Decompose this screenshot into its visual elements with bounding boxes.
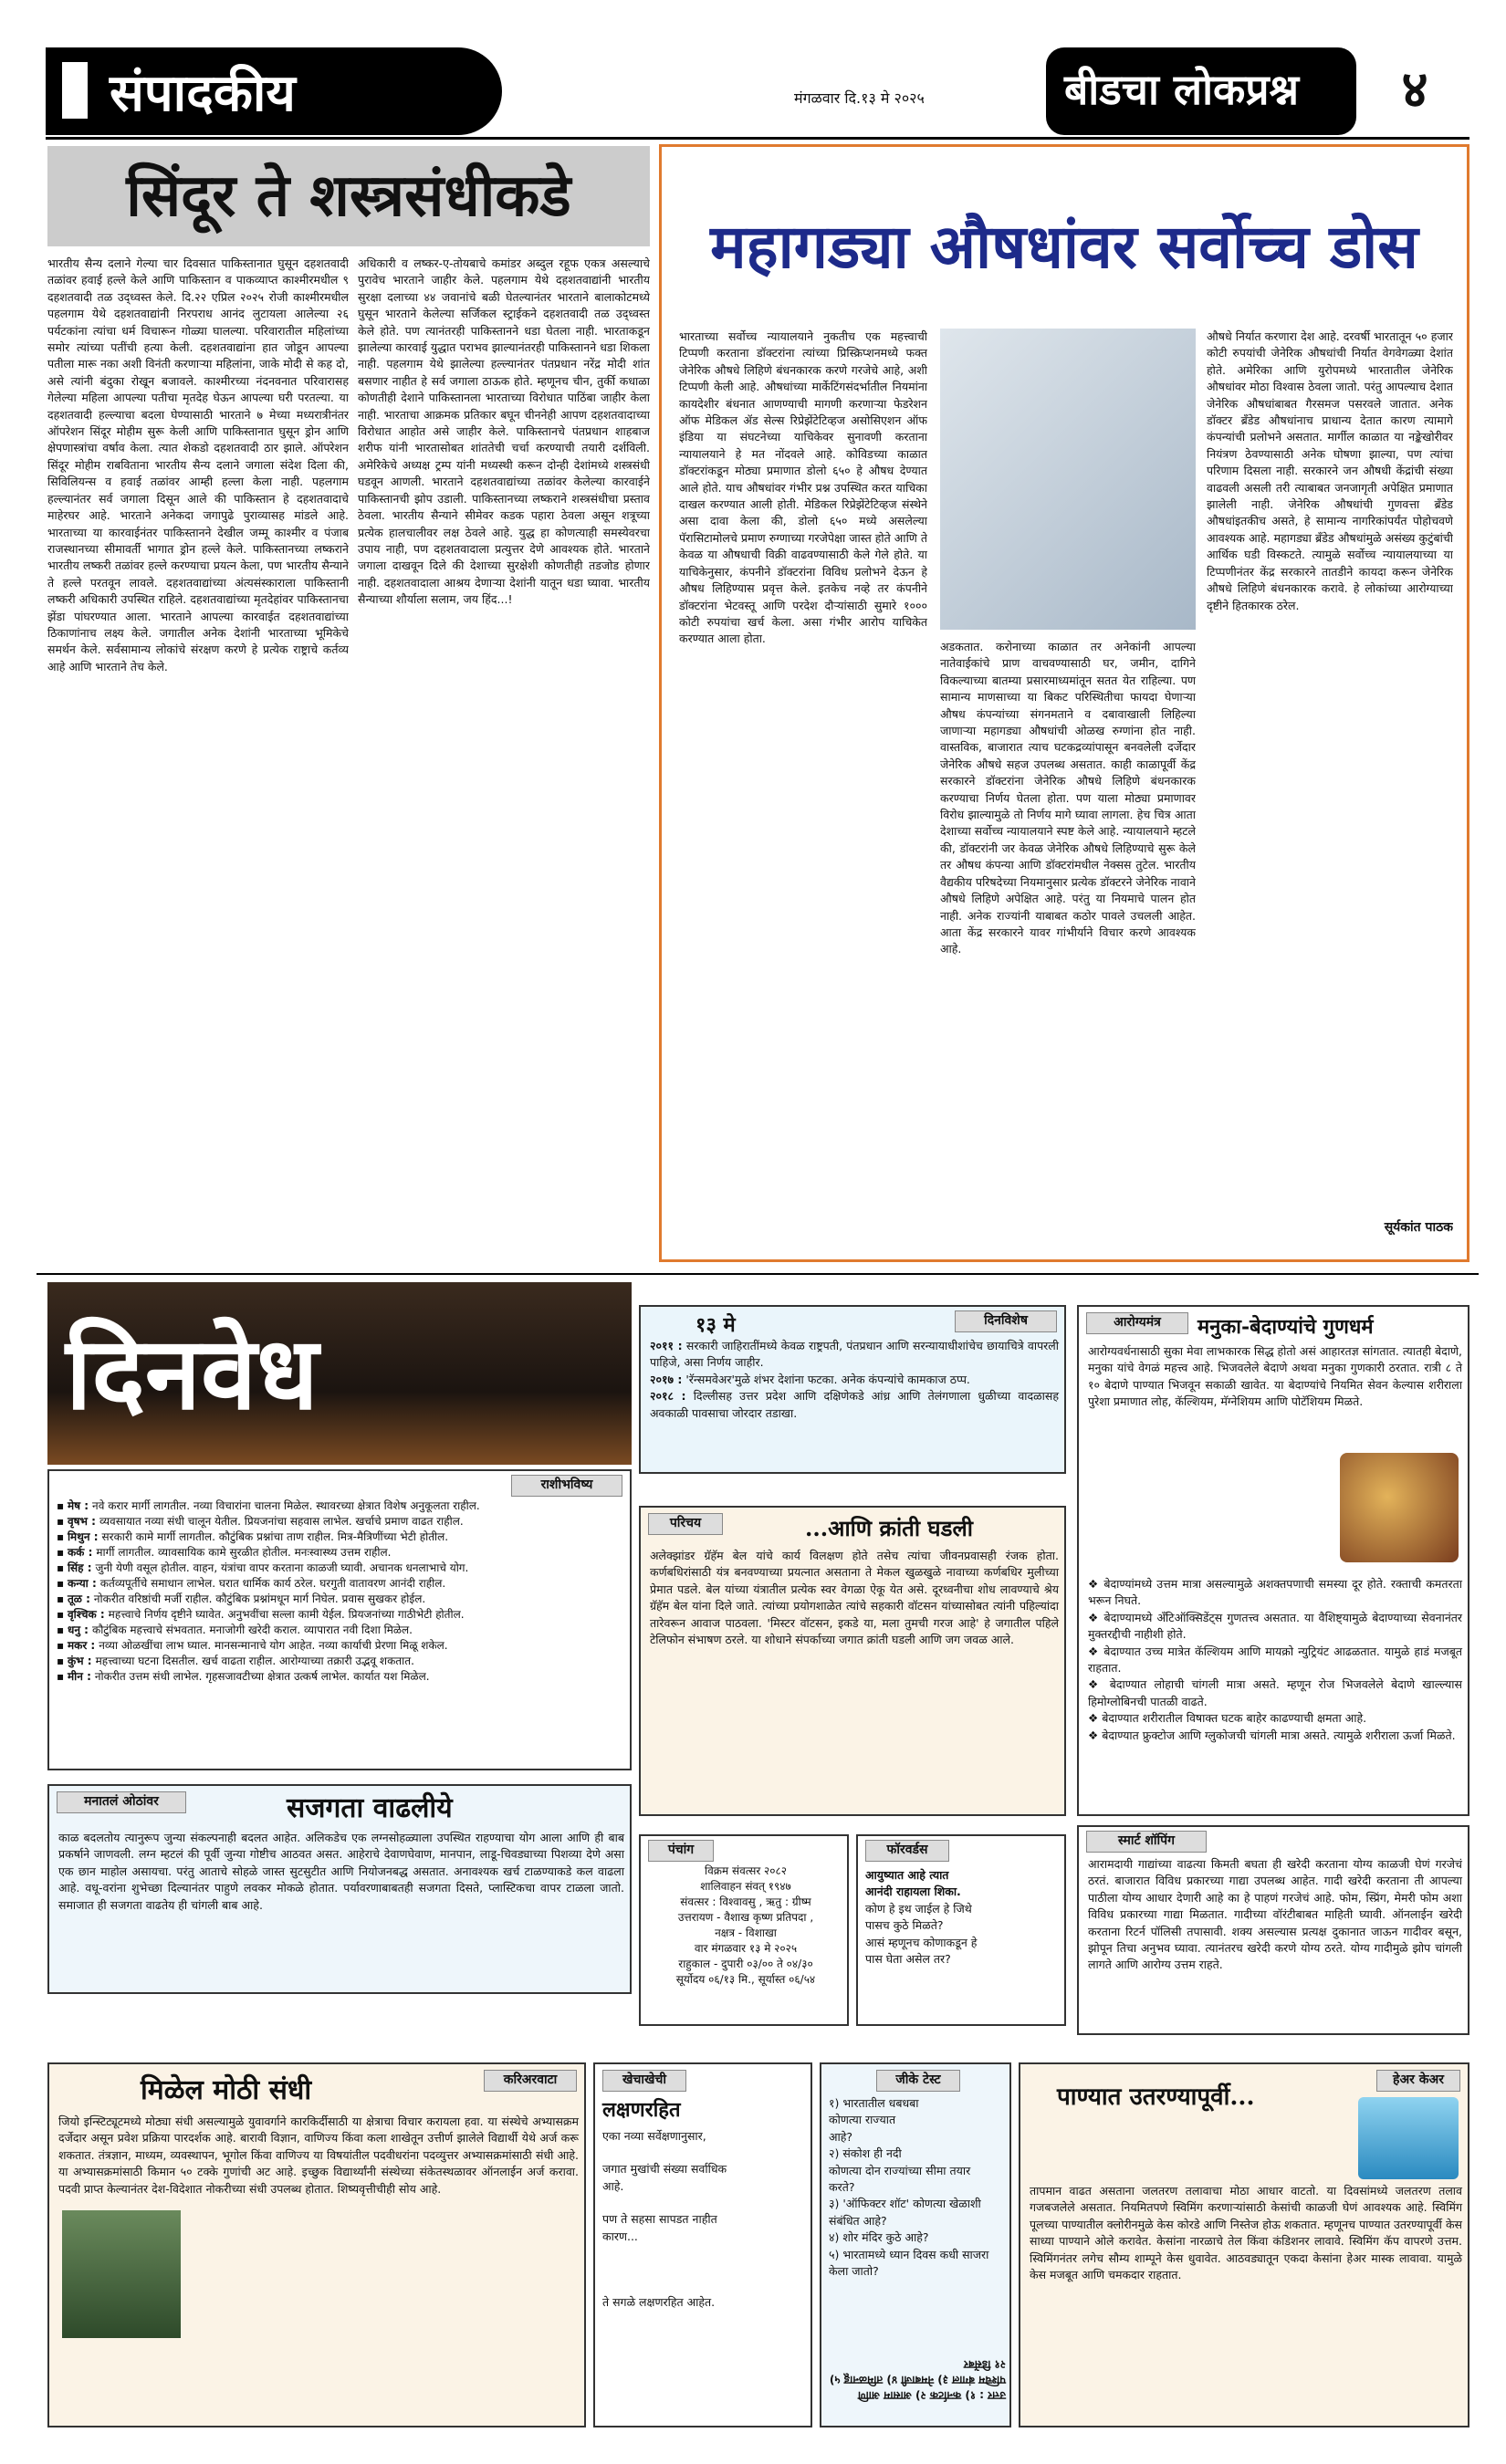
rashi-label: राशीभविष्य bbox=[511, 1475, 622, 1497]
career-label: करिअरवाटा bbox=[484, 2070, 577, 2092]
list-item: कोणत्या राज्यात bbox=[829, 2113, 896, 2127]
list-item: २०१८ : दिल्लीसह उत्तर प्रदेश आणि दक्षिणेकडे आंध्र आणि तेलंगणाला धुळीच्या वादळासह अवकाळी पावसाचा जोरदार तडाखा. bbox=[650, 1389, 1059, 1420]
career-text: जियो इन्स्टिट्यूटमध्ये मोठ्या संधी असल्यामुळे युवावर्गाने कारकिर्दीसाठी या क्षेत्राचा विचार करायला हवा. या संस्थेचे अभ्यासक्रम दर्जेदार असून प्रवेश प्रक्रिया पारदर्शक आहे. बारावी विज्ञान, वाणिज्य किंवा कला शाखेतून उत्तीर्ण झालेले विद्यार्थी येथे अर्ज करू शकतात. तंत्रज्ञान, माध्यम, व्यवस्थापन, भूगोल किंवा वाणिज्य या विषयांतील पदवीधरांना पदव्युत्तर अभ्यासक्रमांसाठी संधी आहे. या अभ्यासक्रमांसाठी किमान ५० टक्के गुणांची अट आहे. इच्छुक विद्यार्थ्यांनी संस्थेच्या संकेतस्थळावर ऑनलाईन अर्ज करावा. पदवी प्राप्त केल्यानंतर देश-विदेशात नोकरीच्या संधी उपलब्ध होतात. शिष्यवृत्तीचीही सोय आहे. bbox=[58, 2114, 579, 2196]
rashi-list bbox=[57, 1498, 624, 1685]
list-item: ❖ बेदाण्यांमध्ये उत्तम मात्रा असल्यामुळे अशक्तपणाची समस्या दूर होते. रक्ताची कमतरता भरून निघते. bbox=[1088, 1577, 1463, 1608]
manatale-title: सजगता वाढलीये bbox=[287, 1792, 453, 1824]
dinvedh-banner bbox=[47, 1282, 632, 1465]
header-rule bbox=[46, 137, 1469, 140]
dinvishesh-list bbox=[650, 1338, 1059, 1422]
list-item: ५) भारतामध्ये ध्यान दिवस कधी साजरा bbox=[829, 2247, 989, 2261]
manatale-label: मनातलं ओठांवर bbox=[57, 1791, 186, 1813]
forwards-label: फॉरवर्डस bbox=[865, 1840, 949, 1862]
list-item: कोणत्या दोन राज्यांच्या सीमा तयार bbox=[829, 2163, 971, 2177]
list-item: ❖ बेदाण्यात उच्च मात्रेत कॅल्शियम आणि मायक्रो न्युट्रियंट आढळतात. यामुळे हाडं मजबूत राहतात. bbox=[1088, 1644, 1462, 1676]
list-item: ▪ तूळ : नोकरीत वरिष्ठांची मर्जी राहील. कौटुंबिक प्रश्नांमधून मार्ग निघेल. प्रवास सुखकर होईल. bbox=[57, 1592, 426, 1605]
list-item: कोण हे इथ जाईल हे जिथे bbox=[865, 1901, 972, 1916]
list-item: एका नव्या सर्वेक्षणानुसार, bbox=[602, 2129, 706, 2143]
list-item: संवत्सर : विश्वावसु , ऋतु : ग्रीष्म bbox=[680, 1895, 811, 1908]
parichay-title: ...आणि क्रांती घडली bbox=[805, 1515, 973, 1541]
list-item bbox=[602, 2145, 807, 2161]
list-item: ▪ कुंभ : महत्त्वाच्या घटना दिसतील. खर्च वाढता राहील. आरोग्याच्या तक्रारी उद्भवू शकतात. bbox=[57, 1655, 414, 1667]
raisins-photo bbox=[1340, 1453, 1459, 1562]
list-item: सूर्योदय ०६/१३ मि., सूर्यास्त ०६/५४ bbox=[675, 1973, 816, 1986]
haircare-text: तापमान वाढत असताना जलतरण तलावाचा मोठा आधार वाटतो. या दिवसांमध्ये जलतरण तलाव गजबजलेले असतात. नियमितपणे स्विमिंग करणाऱ्यांसाठी केसांची काळजी घेणं आवश्यक आहे. स्विमिंग पूलच्या पाण्यातील क्लोरीनमुळे केस कोरडे आणि निस्तेज होऊ शकतात. म्हणूनच पाण्यात उतरण्यापूर्वी केस साध्या पाण्याने ओले करावेत. केसांना नारळाचे तेल किंवा कंडिशनर लावावे. स्विमिंग कॅप वापरणे उत्तम. स्विमिंगनंतर लगेच सौम्य शाम्पूने केस धुवावेत. आठवड्यातून एकदा केसांना हेअर मास्क लावावा. यामुळे केस मजबूत आणि चमकदार राहतात. bbox=[1030, 2184, 1462, 2282]
list-item: करते? bbox=[829, 2180, 855, 2195]
list-item: राहुकाल - दुपारी ०३/०० ते ०४/३० bbox=[678, 1958, 813, 1970]
panchang-list bbox=[648, 1864, 843, 1988]
paper-name: बीडचा लोकप्रश्न bbox=[1064, 65, 1300, 114]
arogya-box bbox=[1077, 1305, 1469, 1816]
list-item: पण ते सहसा सापडत नाहीत bbox=[602, 2212, 717, 2227]
career-box bbox=[47, 2062, 586, 2427]
khechakhechi-title: लक्षणरहित bbox=[602, 2098, 681, 2122]
forwards-box bbox=[856, 1834, 1066, 2026]
medicine-column-1: भारताच्या सर्वोच्च न्यायालयाने नुकतीच एक महत्त्वाची टिप्पणी करताना डॉक्टरांना त्यांच्या प्रिस्क्रिप्शनमध्ये फक्त जेनेरिक औषधे लिहिणे बंधनकारक करणे गरजेचे आहे, अशी टिप्पणी केली आहे. औषधांच्या मार्केटिंगसंदर्भातील नियमांना कायदेशीर बंधनात आणण्याची मागणी करणाऱ्या फेडरेशन ऑफ मेडिकल ॲड सेल्स रिप्रेझेंटेटिव्हज असोसिएशन ऑफ इंडिया या संघटनेच्या याचिकेवर सुनावणी करताना न्यायालयाने हे मत नोंदवले आहे. कोविडच्या काळात डॉक्टरांकडून मोठ्या प्रमाणात डोलो ६५० हे औषध देण्यात आले होते. याच औषधांवर गंभीर प्रश्न उपस्थित करत याचिका दाखल करण्यात आली होती. मेडिकल रिप्रेझेंटेटिव्हज संस्थेने असा दावा केला की, डोलो ६५० मध्ये असलेल्या पॅरासिटामोलचे प्रमाण रुग्णाच्या गरजेपेक्षा जास्त होते आणि ते केवळ या औषधाची विक्री वाढवण्यासाठी केले गेले होते. या याचिकेनुसार, कंपनीने डॉक्टरांना विविध प्रलोभने देऊन हे औषध लिहिण्यास प्रवृत्त केले. इतकेच नव्हे तर कंपनीने डॉक्टरांना भेटवस्तू आणि परदेश दौऱ्यांसाठी सुमारे १००० कोटी रुपयांचा खर्च केला. असा गंभीर आरोप याचिकेत करण्यात आला होता. bbox=[679, 329, 927, 646]
list-item: आसं म्हणूनच कोणाकडून हे bbox=[865, 1935, 978, 1949]
list-item: पासच कुठे मिळते? bbox=[865, 1918, 944, 1933]
list-item: पास घेता असेल तर? bbox=[865, 1952, 951, 1967]
haircare-label: हेअर केअर bbox=[1376, 2070, 1460, 2092]
arogya-intro: आरोग्यवर्धनासाठी सुका मेवा लाभकारक सिद्ध होतो असं आहारतज्ञ सांगतात. त्यातही बेदाणे, मनुका यांचे वेगळं महत्त्व आहे. भिजवलेले बेदाणे अथवा मनुका गुणकारी ठरतात. रात्री ८ ते १० बेदाणे पाण्यात भिजवून सकाळी खावेत. या बेदाण्यांचे नियमित सेवन केल्यास शरीराला पुरेशा प्रमाणात लोह, कॅल्शियम, मॅग्नेशियम आणि पोटॅशियम मिळते. bbox=[1088, 1344, 1462, 1409]
list-item: २) संकोश ही नदी bbox=[829, 2146, 902, 2161]
parichay-box bbox=[639, 1506, 1066, 1816]
list-item: केला जातो? bbox=[829, 2264, 879, 2279]
list-item bbox=[602, 2195, 807, 2211]
list-item: संबंधित आहे? bbox=[829, 2213, 887, 2228]
swimmer-photo bbox=[1358, 2097, 1459, 2179]
list-item: ते सगळे लक्षणरहित आहेत. bbox=[602, 2295, 716, 2310]
manatale-box bbox=[47, 1784, 632, 1994]
list-item: ▪ मीन : नोकरीत उत्तम संधी लाभेल. गृहसजावटीच्या क्षेत्रात उत्कर्ष लाभेल. कार्यात यश मिळेल. bbox=[57, 1670, 430, 1683]
list-item: ❖ बेदाण्यात लोहाची चांगली मात्रा असते. म्हणून रोज भिजवलेले बेदाणे खाल्ल्यास हिमोग्लोबिनची पातळी वाढते. bbox=[1088, 1677, 1462, 1708]
issue-date: मंगळवार दि.१३ मे २०२५ bbox=[794, 89, 925, 107]
list-item: ▪ वृश्चिक : महत्त्वाचे निर्णय दृष्टीने घ्यावेत. अनुभवींचा सल्ला कामी येईल. प्रियजनांच्या गाठीभेटी होतील. bbox=[57, 1608, 465, 1621]
list-item: वार मंगळवार १३ मे २०२५ bbox=[694, 1942, 798, 1955]
dinvishesh-label: दिनविशेष bbox=[955, 1310, 1057, 1332]
list-item: शालिवाहन संवत् १९४७ bbox=[700, 1880, 791, 1893]
list-item: ❖ बेदाण्यामध्ये अँटिऑक्सिडेंट्स गुणतत्त्व असतात. या वैशिष्ट्यामुळे बेदाण्याच्या सेवनानंतर मुक्तरद्दीची नाहीशी होते. bbox=[1088, 1610, 1462, 1642]
list-item: आहे? bbox=[829, 2129, 853, 2144]
arogya-points bbox=[1088, 1576, 1462, 1813]
list-item: १) भारतातील धबधबा bbox=[829, 2096, 919, 2110]
list-item: ४) शोर मंदिर कुठे आहे? bbox=[829, 2230, 929, 2245]
list-item: ▪ धनु : कौटुंबिक महत्त्वाचे संभवतात. मनाजोगी खरेदी कराल. व्यापारात नवी दिशा मिळेल. bbox=[57, 1624, 413, 1636]
dinvishesh-date: १३ मे bbox=[695, 1314, 736, 1337]
building-photo bbox=[62, 2210, 181, 2338]
dinvedh-title: दिनवेध bbox=[66, 1314, 319, 1432]
list-item: ३) 'ऑफिक्टर शॉट' कोणत्या खेळाशी bbox=[829, 2197, 981, 2211]
editorial-title: सिंदूर ते शस्त्रसंधीकडे bbox=[47, 146, 650, 246]
gk-questions bbox=[829, 2095, 1006, 2280]
section-title: संपादकीय bbox=[110, 63, 296, 123]
list-item: कारण... bbox=[602, 2229, 638, 2243]
list-item: ▪ सिंह : जुनी येणी वसूल होतील. वाहन, यंत्रांचा वापर करताना काळजी घ्यावी. अचानक धनलाभाचे योग. bbox=[57, 1561, 469, 1574]
smart-shopping-text: आरामदायी गाद्यांच्या वाढत्या किमती बघता ही खरेदी करताना योग्य काळजी घेणं गरजेचं ठरतं. बाजारात विविध प्रकारच्या गाद्या उपलब्ध आहेत. गादी खरेदी करताना ती आपल्या पाठीला योग्य आधार देणारी आहे का हे पाहणं गरजेचं आहे. फोम, स्प्रिंग, मेमरी फोम अशा विविध प्रकारच्या गाद्या मिळतात. गादीच्या वॉरंटीबाबत माहिती घ्यावी. ऑनलाईन खरेदी करताना रिटर्न पॉलिसी तपासावी. शक्य असल्यास प्रत्यक्ष दुकानात जाऊन गादीवर बसून, झोपून तिचा अनुभव घ्यावा. त्यानंतरच खरेदी करणे योग्य ठरते. योग्य गादीमुळे झोप चांगली लागते आणि आरोग्य उत्तम राहते. bbox=[1088, 1857, 1462, 1972]
medicine-column-3: औषधे निर्यात करणारा देश आहे. दरवर्षी भारतातून ५० हजार कोटी रुपयांची जेनेरिक औषधांची निर्यात वेगवेगळ्या देशांत होते. अमेरिका आणि युरोपमध्ये भारतातील जेनेरिक औषधांवर मोठा विश्वास ठेवला जातो. परंतु आपल्याच देशात जेनेरिक औषधांबाबत गैरसमज पसरवले जातात. अनेक डॉक्टर ब्रँडेड औषधांनाच प्राधान्य देतात कारण त्यामागे कंपन्यांची प्रलोभने असतात. मार्गील काळात या नङ्केखोरीवर नियंत्रण ठेवण्यासाठी अनेक घोषणा झाल्या, पण त्यांचा परिणाम दिसला नाही. सरकारने जन औषधी केंद्रांची संख्या वाढवली असली तरी त्याबाबत जनजागृती अपेक्षित प्रमाणात झालेली नाही. जेनेरिक औषधांची गुणवत्ता ब्रँडेड औषधांइतकीच असते, हे सामान्य नागरिकांपर्यंत पोहोचवणे आवश्यक आहे. महागड्या ब्रँडेड औषधांमुळे असंख्य कुटुंबांची आर्थिक घडी विस्कटते. त्यामुळे सर्वोच्च न्यायालयाच्या या टिप्पणीनंतर केंद्र सरकारने तातडीने कायदा करून जेनेरिक औषधे लिहिणे बंधनकारक करावे. हे लोकांच्या आरोग्याच्या दृष्टीने हितकारक ठरेल. bbox=[1207, 329, 1453, 612]
section-divider bbox=[37, 1273, 1479, 1275]
dinvishesh-box bbox=[639, 1305, 1066, 1474]
arogya-title: मनुका-बेदाण्यांचे गुणधर्म bbox=[1197, 1315, 1374, 1339]
career-title: मिळेल मोठी संधी bbox=[141, 2074, 312, 2106]
list-item bbox=[602, 2245, 807, 2294]
list-item: ▪ वृषभ : व्यवसायात नव्या संधी चालून येतील. प्रियजनांचा सहवास लाभेल. खर्चाचे प्रमाण वाढत राहील. bbox=[57, 1515, 464, 1528]
rashi-box bbox=[47, 1469, 632, 1770]
arogya-label: आरोग्यमंत्र bbox=[1086, 1312, 1188, 1334]
list-item: जगात मुखांची संख्या सर्वाधिक bbox=[602, 2162, 727, 2177]
medicine-author: सूर्यकांत पाठक bbox=[1384, 1220, 1453, 1235]
list-item: ▪ मिथुन : सरकारी कामे मार्गी लागतील. कौटुंबिक प्रश्नांचा ताण राहील. मित्र-मैत्रिणींच्या भेटी होतील. bbox=[57, 1530, 449, 1543]
smart-shopping-box bbox=[1077, 1825, 1469, 2035]
list-item: आनंदी राहायला शिका. bbox=[865, 1885, 961, 1899]
list-item: २०१७ : 'रॅन्समवेअर'मुळे शंभर देशांना फटका. अनेक कंपन्यांचे कामकाज ठप्प. bbox=[650, 1372, 970, 1386]
section-banner bbox=[46, 47, 502, 135]
page-number: ४ bbox=[1401, 60, 1428, 120]
editorial-column-1: भारतीय सैन्य दलाने गेल्या चार दिवसात पाकिस्तानात घुसून दहशतवादी तळांवर हवाई हल्ले केले आणि पाकिस्तान व पाकव्याप्त काश्मीरमधील ९ दहशतवादी तळ उद्ध्वस्त केले. दि.२२ एप्रिल २०२५ रोजी काश्मीरमधील पहलगाम येथे दहशतवाद्यांनी निरपराध आनंद लुटायला आलेल्या २६ पर्यटकांना त्यांचा धर्म विचारून गोळ्या घालल्या. परिवारातील महिलांच्या समोर त्यांच्या पतींची हत्या केली. दहशतवाद्यांना हात जोडून आपल्या पतीला मारू नका अशी विनंती करणाऱ्या महिलांना, जाके मोदी से कह दो, असे त्यांनी बंदुका रोखून बजावले. काश्मीरच्या नंदनवनात परिवारासह गेलेल्या महिला आपल्या पतीचा मृतदेह घेऊन आपल्या घरी परतल्या. या दहशतवादी हल्ल्याचा बदला घेण्यासाठी भारताने ७ मेच्या मध्यरात्रीनंतर ऑपरेशन सिंदूर मोहीम सुरू केली आणि पाकिस्तानात घुसून ड्रोन आणि क्षेपणास्त्रांचा वर्षाव केला. त्यात शेकडो दहशतवादी ठार झाले. ऑपरेशन सिंदूर मोहीम राबविताना भारतीय सैन्य दलाने जगाला संदेश दिला की, सिविलियन्स व हवाई तळांवर आम्ही हल्ला केला नाही. पहलगाम हल्ल्यानंतर सर्व जगाला दिसून आले की पाकिस्तान हे दहशतवादाचे माहेरघर आहे. भारताने अनेकदा जगापुढे पुराव्यासह मांडले आहे. भारताच्या या कारवाईनंतर पाकिस्तानने देखील जम्मू काश्मीर व पंजाब राजस्थानच्या सीमावर्ती भागात ड्रोन हल्ले केले. पाकिस्तानच्या लष्कराने भारतीय लष्करी तळांवर हल्ले करण्याचा प्रयत्न केला, पण भारतीय सैन्याने ते हल्ले परतवून लावले. दहशतवाद्यांच्या अंत्यसंस्काराला पाकिस्तानी लष्करी अधिकारी उपस्थित राहिले. दहशतवाद्यांच्या मृतदेहांवर पाकिस्तानचा झेंडा पांघरण्यात आला. भारताने आपल्या कारवाईत दहशतवाद्यांच्या ठिकाणांनाच लक्ष्य केले. जगातील अनेक देशांनी भारताच्या भूमिकेचे समर्थन केले. सर्वसामान्य लोकांचे संरक्षण करणे हे प्रत्येक राष्ट्राचे कर्तव्य आहे आणि भारताने तेच केले. bbox=[47, 256, 349, 673]
khechakhechi-lines bbox=[602, 2128, 807, 2311]
forwards-list bbox=[865, 1867, 1061, 1968]
panchang-box bbox=[639, 1834, 849, 2026]
list-item: ▪ मकर : नव्या ओळखींचा लाभ घ्याल. मानसन्मानाचे योग आहेत. नव्या कार्याची प्रेरणा मिळू शकेल. bbox=[57, 1639, 448, 1652]
list-item: ▪ कर्क : मार्गी लागतील. व्यावसायिक कामे सुरळीत होतील. मनःस्वास्थ्य उत्तम राहील. bbox=[57, 1546, 392, 1559]
paper-masthead bbox=[1046, 47, 1356, 135]
list-item: ▪ मेष : नवे करार मार्गी लागतील. नव्या विचारांना चालना मिळेल. स्थावरच्या क्षेत्रात विशेष अनुकूलता राहील. bbox=[57, 1499, 480, 1512]
editorial-column-2: अधिकारी व लष्कर-ए-तोयबाचे कमांडर अब्दुल रहूफ एकत्र असल्याचे पुरावेच भारताने जाहीर केले. पहलगाम येथे दहशतवाद्यांनी भारतीय सुरक्षा दलाच्या ४४ जवानांचे बळी घेतल्यानंतर भारताने बालाकोटमध्ये घुसून भारताने केलेल्या सर्जिकल स्ट्राईकने दहशतवादी तळ उद्ध्वस्त केले होते. पण त्यानंतरही पाकिस्तानने धडा घेतला नाही. भारताकडून झालेल्या कारवाई युद्धात पराभव झाल्यानंतरही पाकिस्तानने धडा शिकला नाही. पहलगाम येथे झालेल्या हल्ल्यानंतर पंतप्रधान नरेंद्र मोदी शांत बसणार नाहीत हे सर्व जगाला ठाऊक होते. म्हणूनच चीन, तुर्की कधाळा कोणतीही देशाने पाकिस्तानला भारताच्या विरोधात पाठिंबा जाहीर केला नाही. भारताचा आक्रमक प्रतिकार बघून चीननेही आपण दहशतवादाच्या विरोधात आहोत असे जाहीर केले. पाकिस्तानचे पंतप्रधान शाहबाज शरीफ यांनी भारतासोबत शांततेची चर्चा करण्याची तयारी दर्शविली. अमेरिकेचे अध्यक्ष ट्रम्प यांनी मध्यस्थी करून दोन्ही देशांमध्ये शस्त्रसंधी घडवून आणली. भारताने दहशतवाद्यांच्या तळांवर केलेल्या कारवाईने पाकिस्तानची झोप उडाली. पाकिस्तानच्या लष्कराने शस्त्रसंधीचा प्रस्ताव ठेवला. भारतीय सैन्याने सीमेवर कडक पहारा ठेवला असून शत्रूच्या प्रत्येक हालचालीवर लक्ष ठेवले आहे. युद्ध हा कोणत्याही समस्येवरचा उपाय नाही, पण दहशतवादाला प्रत्युत्तर देणे आवश्यक होते. भारताने जगाला दाखवून दिले की देशाच्या सुरक्षेशी कोणतीही तडजोड होणार नाही. दहशतवादाला आश्रय देणाऱ्या देशांनी यातून धडा घ्यावा. भारतीय सैन्याच्या शौर्याला सलाम, जय हिंद...! bbox=[358, 256, 650, 607]
pen-icon bbox=[62, 62, 88, 119]
list-item: आहे. bbox=[602, 2178, 624, 2193]
gk-answers: उत्तर : १) कर्नाटक २) आसाम आणि पश्चिम बंगाल ३) नेमबाजी ४) तमिळनाडू ५) २१ डिसेंबर bbox=[829, 2358, 1006, 2402]
khechakhechi-label: खेचाखेची bbox=[602, 2070, 686, 2092]
list-item: ❖ बेदाण्यात फ्रुक्टोज आणि ग्लुकोजची चांगली मात्रा असते. त्यामुळे शरीराला ऊर्जा मिळते. bbox=[1088, 1728, 1456, 1742]
list-item: ▪ कन्या : कर्तव्यपूर्तीचे समाधान लाभेल. घरात धार्मिक कार्य ठरेल. घरगुती वातावरण आनंदी राहील. bbox=[57, 1577, 446, 1590]
manatale-text: काळ बदलतोय त्यानुरूप जुन्या संकल्पनाही बदलत आहेत. अलिकडेच एक लग्नसोहळ्याला उपस्थित राहण्याचा योग आला आणि ही बाब प्रकर्षाने जाणवली. लग्न म्हटलं की पूर्वी जुन्या गोष्टीच आठवत असत. आहेराचे देवाणघेवाण, मानपान, लाडू-चिवड्याच्या पिशव्या देणे असा एक छान माहोल असायचा. परंतु आताचे सोहळे जास्त सुटसुटीत आणि नियोजनबद्ध असतात. अनावश्यक खर्च टाळण्याकडे कल वाढला आहे. वधू-वरांना शुभेच्छा दिल्यानंतर पाहुणे लवकर मोकळे होतात. पर्यावरणाबाबतही सजगता दिसते, प्लास्टिकचा वापर टाळला जातो. समाजात ही सजगता वाढतेय ही चांगली बाब आहे. bbox=[58, 1831, 624, 1912]
doctor-prescription-photo bbox=[940, 329, 1196, 630]
haircare-title: पाण्यात उतरण्यापूर्वी... bbox=[1057, 2083, 1255, 2111]
list-item: विक्रम संवत्सर २०८२ bbox=[705, 1864, 787, 1877]
panchang-label: पंचांग bbox=[648, 1840, 714, 1862]
list-item: उत्तरायण - वैशाख कृष्ण प्रतिपदा , bbox=[677, 1911, 814, 1924]
list-item: ❖ बेदाण्यात शरीरातील विषाक्त घटक बाहेर काढण्याची क्षमता आहे. bbox=[1088, 1711, 1367, 1726]
parichay-label: परिचय bbox=[648, 1513, 723, 1535]
khechakhechi-box bbox=[593, 2062, 812, 2427]
medicine-title: महागड्या औषधांवर सर्वोच्च डोस bbox=[710, 211, 1418, 282]
medicine-column-2: अडकतात. करोनाच्या काळात तर अनेकांनी आपल्या नातेवाईकांचे प्राण वाचवण्यासाठी घर, जमीन, दागिने विकल्याच्या बातम्या प्रसारमाध्यमांतून सतत येत राहिल्या. पण सामान्य माणसाच्या या बिकट परिस्थितीचा फायदा घेणाऱ्या औषध कंपन्यांच्या संगनमताने व दबावाखाली लिहिल्या जाणाऱ्या महागड्या औषधांची ओळख रुग्णांना होत नाही. वास्तविक, बाजारात त्याच घटकद्रव्यांपासून बनवलेली दर्जेदार जेनेरिक औषधे सहज उपलब्ध असतात. काही काळापूर्वी केंद्र सरकारने डॉक्टरांना जेनेरिक औषधे लिहिणे बंधनकारक करण्याचा निर्णय घेतला होता. पण याला मोठ्या प्रमाणावर विरोध झाल्यामुळे तो निर्णय मागे घ्यावा लागला. हेच चित्र आता देशाच्या सर्वोच्च न्यायालयाने स्पष्ट केले आहे. न्यायालयाने म्हटले की, डॉक्टरांनी जर केवळ जेनेरिक औषधे लिहिण्याचे सुरू केले तर औषध कंपन्या आणि डॉक्टरांमधील नेक्सस तुटेल. भारतीय वैद्यकीय परिषदेच्या नियमानुसार प्रत्येक डॉक्टरने जेनेरिक नावाने औषधे लिहिणे अपेक्षित आहे. परंतु या नियमाचे पालन होत नाही. अनेक राज्यांनी याबाबत कठोर पावले उचलली आहेत. आता केंद्र सरकारने यावर गांभीर्याने विचार करणे आवश्यक आहे. bbox=[940, 640, 1196, 956]
list-item: आयुष्यात आहे त्यात bbox=[865, 1868, 949, 1882]
gk-test-box bbox=[820, 2062, 1011, 2427]
parichay-text: अलेक्झांडर ग्रॅहॅम बेल यांचे कार्य विलक्षण होते तसेच त्यांचा जीवनप्रवासही रंजक होता. कर्णबधिरांसाठी यंत्र बनवण्याच्या प्रयत्नात असताना ते मेकल खुळखुळे नावाच्या कर्णबधिर मुलीच्या प्रेमात पडले. बेल यांच्या यंत्रातील प्रत्येक स्वर वेगळा ऐकू येत असे. दूरध्वनीचा शोध लावण्याचे श्रेय ग्रॅहॅम बेल यांना दिले जाते. त्यांच्या प्रयोगशाळेत त्यांचे सहकारी वॉटसन यांच्यासोबत त्यांनी पहिल्यांदा तारेवरून आवाज पाठवला. 'मिस्टर वॉटसन, इकडे या, मला तुमची गरज आहे' हे जगातील पहिले टेलिफोन संभाषण ठरले. या शोधाने संपर्काच्या जगात क्रांती घडली आणि जग जवळ आले. bbox=[650, 1549, 1059, 1647]
list-item: नक्षत्र - विशाखा bbox=[715, 1926, 777, 1939]
smart-shopping-label: स्मार्ट शॉपिंग bbox=[1086, 1831, 1207, 1853]
haircare-box bbox=[1019, 2062, 1469, 2427]
list-item: २०११ : सरकारी जाहिरातींमध्ये केवळ राष्ट्रपती, पंतप्रधान आणि सरन्यायाधीशांचेच छायाचित्रे वापरली पाहिजे, असा निर्णय जाहीर. bbox=[650, 1339, 1059, 1370]
gk-test-label: जीके टेस्ट bbox=[876, 2070, 960, 2092]
